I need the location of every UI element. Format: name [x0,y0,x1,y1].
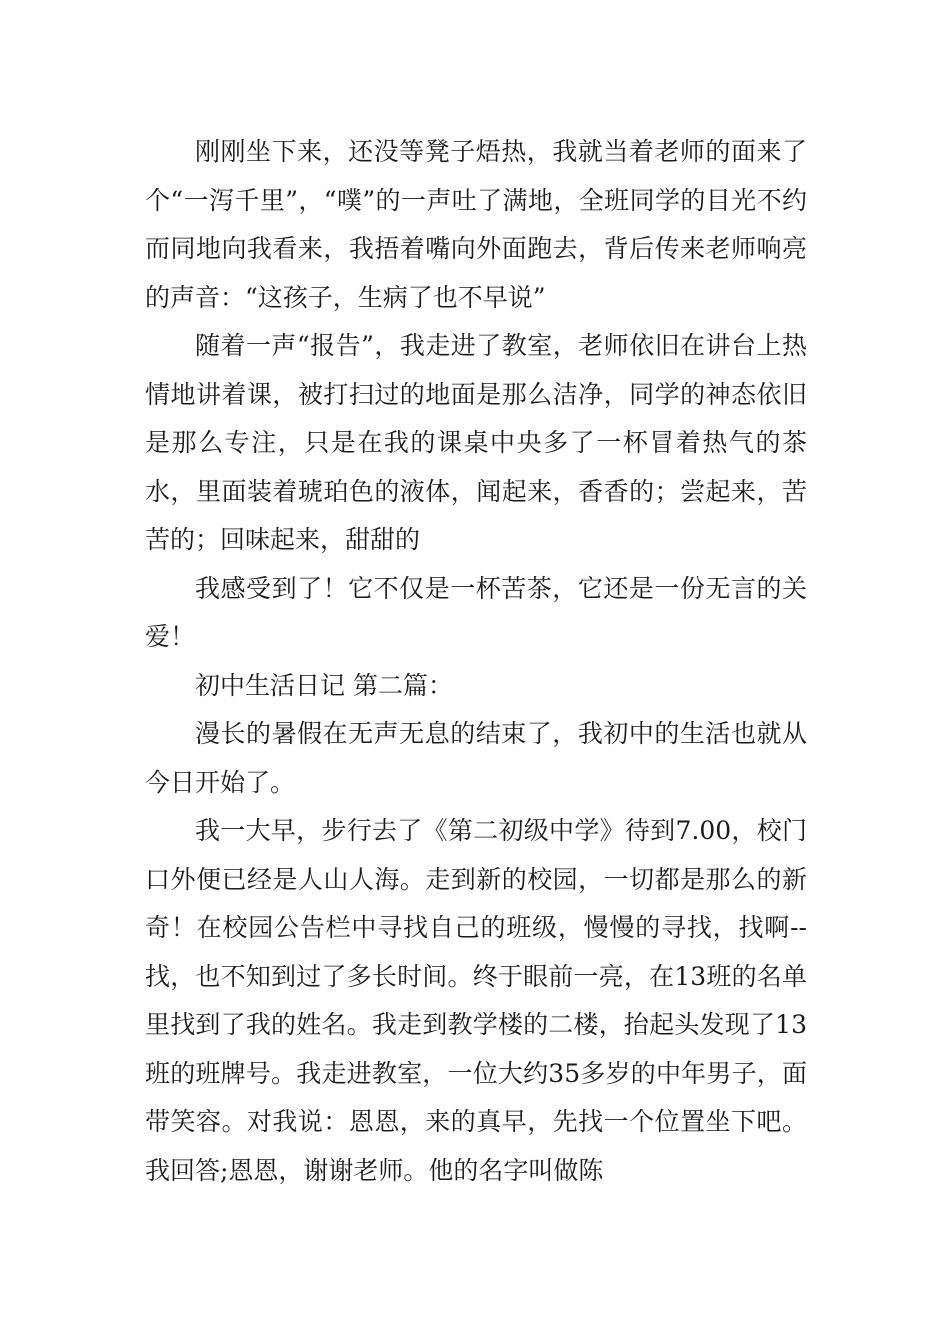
paragraph: 我一大早，步行去了《第二初级中学》待到7.00，校门口外便已经是人山人海。走到新的校园，一切都是那么的新奇！在校园公告栏中寻找自己的班级，慢慢的寻找，找啊--找，也不知到过了多长时间。终于眼前一亮，在13班的名单里找到了我的姓名。我走到教学楼的二楼，抬起头发现了13班的班牌号。我走进教室，一位大约35多岁的中年男子，面带笑容。对我说：恩恩，来的真早，先找一个位置坐下吧。我回答;恩恩，谢谢老师。他的名字叫做陈 [145,816,807,1185]
paragraph: 漫长的暑假在无声无息的结束了，我初中的生活也就从今日开始了。 [145,719,807,797]
document-page [145,128,807,1195]
paragraph: 我感受到了！它不仅是一杯苦茶，它还是一份无言的关爱！ [145,573,807,651]
section-heading: 初中生活日记 第二篇： [195,670,453,700]
paragraph: 刚刚坐下来，还没等凳子焐热，我就当着老师的面来了个“一泻千里”，“噗”的一声吐了满地，全班同学的目光不约而同地向我看来，我捂着嘴向外面跑去，背后传来老师响亮的声音：“这孩子，生病了也不早说” [145,137,807,312]
paragraph: 随着一声“报告”，我走进了教室，老师依旧在讲台上热情地讲着课，被打扫过的地面是那么洁净，同学的神态依旧是那么专注，只是在我的课桌中央多了一杯冒着热气的茶水，里面装着琥珀色的液体，闻起来，香香的；尝起来，苦苦的；回味起来，甜甜的 [145,331,807,554]
